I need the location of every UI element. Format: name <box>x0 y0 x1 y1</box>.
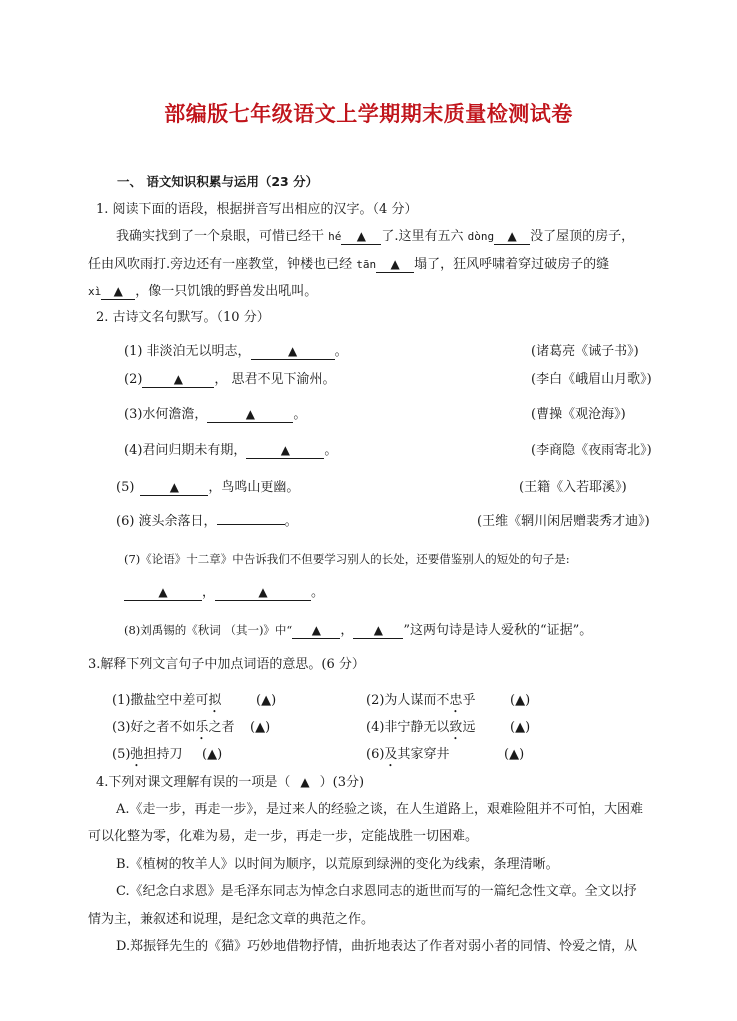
text-segment: 塌了，狂风呼啸着穿过破房子的缝 <box>414 257 610 272</box>
answer-blank[interactable] <box>142 372 214 388</box>
q2-stem: 2. 古诗文名句默写。（10 分） <box>96 310 270 325</box>
triangle-marker: ▲ <box>311 623 321 637</box>
dotted-word: 忠 <box>449 693 463 708</box>
text-segment: 没了屋顶的房子， <box>530 229 635 244</box>
q4-option-c-line-1: C.《纪念白求恩》是毛泽东同志为悼念白求恩同志的逝世而写的一篇纪念性文章。全文以抒 <box>116 884 637 899</box>
triangle-marker: ▲ <box>507 229 517 243</box>
text-segment: ， <box>340 623 354 638</box>
triangle-marker: ▲ <box>173 372 184 386</box>
q4-stem <box>96 773 364 792</box>
text-segment: 其家穿井 <box>397 747 450 762</box>
text-segment: 我确实找到了一个泉眼，可惜已经干 <box>116 229 329 244</box>
q3-item-6 <box>366 746 449 770</box>
pinyin: tān <box>356 258 377 271</box>
triangle-marker: ▲ <box>287 344 298 358</box>
text-segment: (3)好之者不如 <box>112 720 196 735</box>
q2-item-3 <box>124 406 306 424</box>
q2-item-8 <box>124 621 592 640</box>
answer-blank[interactable] <box>217 524 285 525</box>
text-segment: (2)为人谋而不 <box>366 693 450 708</box>
q2-item-6 <box>116 513 298 531</box>
text-segment: 远 <box>462 720 476 735</box>
dotted-word: 弛 <box>130 747 144 762</box>
triangle-marker: ▲ <box>158 585 168 599</box>
text-segment: 担持刀 <box>143 747 183 762</box>
q4-option-b: B.《植树的牧羊人》以时间为顺序，以荒原到绿洲的变化为线索，条理清晰。 <box>116 857 559 872</box>
text-segment: 4.下列对课文理解有误的一项是（ <box>96 775 291 790</box>
text-segment: (6) <box>366 747 385 762</box>
answer-blank[interactable] <box>251 344 335 360</box>
q1-line-1 <box>116 228 634 246</box>
q2-source-4: (李商隐《夜雨寄北》) <box>531 443 652 458</box>
triangle-marker: ▲ <box>280 443 291 457</box>
dotted-word: 乐 <box>195 720 209 735</box>
page-title: 部编版七年级语文上学期期末质量检测试卷 <box>164 102 573 126</box>
pinyin: hé <box>328 230 342 243</box>
q2-source-1: (诸葛亮《诫子书》) <box>531 344 639 359</box>
text-segment: (4)非宁静无以 <box>366 720 450 735</box>
q4-option-a-line-1: A.《走一步，再走一步》，是过来人的经验之谈，在人生道路上，艰难险阻并不可怕，大困难 <box>116 802 644 817</box>
text-segment: 。 <box>311 585 325 600</box>
dotted-word: 拟 <box>208 693 222 708</box>
q3-answer-4[interactable]: (▲) <box>510 720 531 735</box>
text-segment: (1)撒盐空中差可 <box>112 693 209 708</box>
pinyin: dòng <box>467 230 495 243</box>
answer-blank[interactable] <box>207 407 293 423</box>
answer-blank[interactable] <box>341 229 381 245</box>
text-segment: 乎 <box>462 693 476 708</box>
q3-answer-5[interactable]: (▲) <box>202 747 223 762</box>
q2-item-7-answers <box>124 584 324 602</box>
section-heading: 一、 语文知识积累与运用（23 分） <box>117 174 319 189</box>
text-segment: 之者 <box>208 720 235 735</box>
text-segment: (4)君问归期未有期， <box>124 443 247 458</box>
pinyin: xì <box>88 285 102 298</box>
dotted-word: 及 <box>384 747 398 762</box>
triangle-marker: ▲ <box>390 257 400 271</box>
text-segment: (5) <box>112 747 131 762</box>
triangle-marker: ▲ <box>373 623 383 637</box>
triangle-marker: ▲ <box>169 480 180 494</box>
q3-answer-1[interactable]: (▲) <box>256 693 277 708</box>
q3-item-5 <box>112 746 182 770</box>
dotted-word: 致 <box>449 720 463 735</box>
answer-blank[interactable] <box>124 585 202 601</box>
answer-blank[interactable] <box>292 623 340 639</box>
text-segment: ”这两句诗是诗人爱秋的“证据”。 <box>403 623 593 638</box>
answer-blank[interactable] <box>215 585 311 601</box>
q2-source-5: (王籍《入若耶溪》) <box>519 480 627 495</box>
q1-line-2 <box>88 256 609 274</box>
text-segment: ， <box>202 585 216 600</box>
text-segment: ， 思君不见下渝州。 <box>214 372 336 387</box>
q4-option-d-line-1: D.郑振铎先生的《猫》巧妙地借物抒情，曲折地表达了作者对弱小者的同情、怜爱之情，从 <box>116 939 638 954</box>
text-segment: (6) 渡头余落日， <box>116 514 217 529</box>
q4-option-c-line-2: 情为主，兼叙述和说理，是纪念文章的典范之作。 <box>88 912 375 927</box>
q3-answer-3[interactable]: (▲) <box>250 720 271 735</box>
triangle-marker: ▲ <box>258 585 268 599</box>
text-segment: 了.这里有五六 <box>381 229 468 244</box>
text-segment: ，像一只饥饿的野兽发出吼叫。 <box>135 284 318 299</box>
q3-stem: 3.解释下列文言句子中加点词语的意思。(6 分） <box>88 657 365 672</box>
answer-blank[interactable] <box>246 443 324 459</box>
q3-item-3 <box>112 719 234 743</box>
text-segment: 。 <box>324 443 338 458</box>
q2-item-7: (7)《论语》十二章》中告诉我们不但要学习别人的长处，还要借鉴别人的短处的句子是: <box>124 552 570 566</box>
text-segment: 任由风吹雨打.旁边还有一座教堂，钟楼也已经 <box>88 257 357 272</box>
answer-blank[interactable] <box>376 257 414 273</box>
q4-option-a-line-2: 可以化整为零，化难为易，走一步，再走一步，定能战胜一切困难。 <box>88 829 479 844</box>
text-segment: 。 <box>334 344 348 359</box>
text-segment: (3)水何澹澹， <box>124 407 208 422</box>
q1-stem: 1. 阅读下面的语段，根据拼音写出相应的汉字。（4 分） <box>96 202 418 217</box>
text-segment: (2) <box>124 372 143 387</box>
text-segment: ）(3分) <box>319 775 365 790</box>
q3-item-1 <box>112 692 221 716</box>
q2-source-6: (王维《辋川闲居赠裴秀才迪》) <box>477 514 650 529</box>
text-segment: 。 <box>284 514 298 529</box>
q2-item-2 <box>124 371 336 389</box>
text-segment: (1) 非淡泊无以明志， <box>124 344 251 359</box>
answer-blank[interactable] <box>494 229 530 245</box>
q3-item-2 <box>366 692 475 716</box>
triangle-marker: ▲ <box>113 284 123 298</box>
q3-answer-6[interactable]: (▲) <box>504 747 525 762</box>
q2-item-5 <box>116 479 299 497</box>
triangle-marker: ▲ <box>245 407 256 421</box>
text-segment: (8)刘禹锡的《秋词 （其一)》中“ <box>124 623 293 637</box>
q3-answer-2[interactable]: (▲) <box>510 693 531 708</box>
q2-source-2: (李白《峨眉山月歌》) <box>531 372 652 387</box>
triangle-marker: ▲ <box>356 229 366 243</box>
answer-blank[interactable] <box>353 623 403 639</box>
triangle-marker[interactable]: ▲ <box>300 775 310 789</box>
text-segment: (5) <box>116 480 135 495</box>
q2-item-4 <box>124 442 337 460</box>
q2-item-1 <box>124 343 348 361</box>
answer-blank[interactable] <box>101 284 135 300</box>
q1-line-3 <box>88 283 317 301</box>
answer-blank[interactable] <box>140 480 208 496</box>
text-segment: ，鸟鸣山更幽。 <box>208 480 300 495</box>
text-segment: 。 <box>293 407 307 422</box>
q3-item-4 <box>366 719 475 743</box>
q2-source-3: (曹操《观沧海》) <box>531 407 626 422</box>
